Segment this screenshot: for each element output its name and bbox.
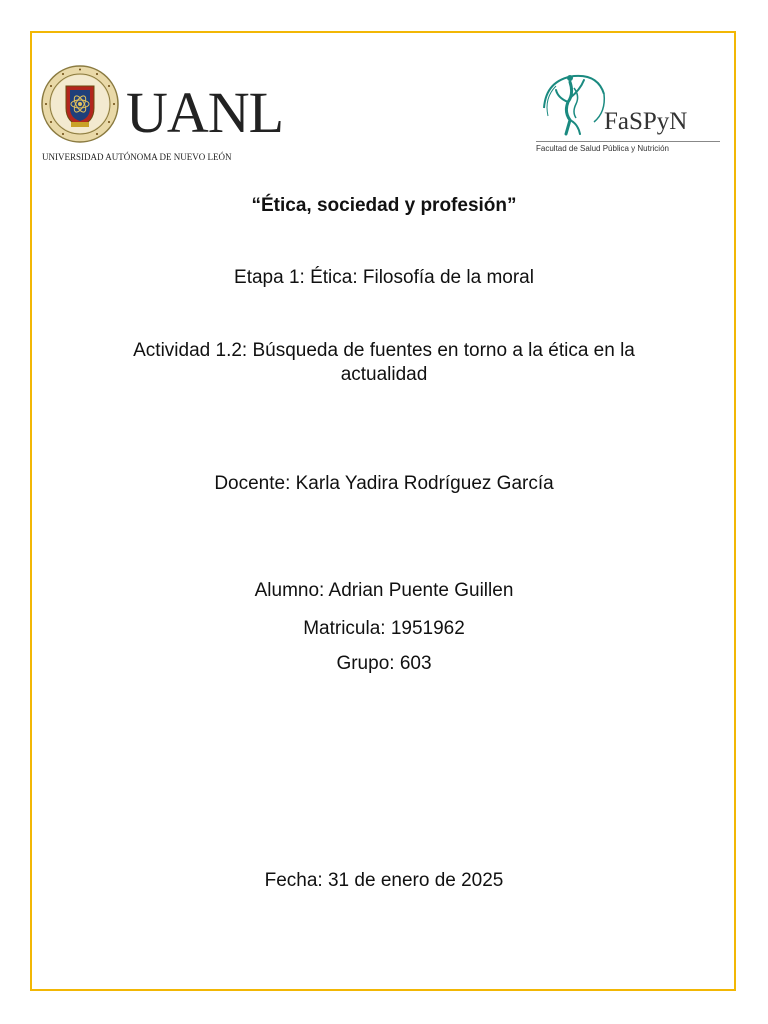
document-title: “Ética, sociedad y profesión” [251,195,517,216]
activity-heading: Actividad 1.2: Búsqueda de fuentes en torno a la ética en la actualidad [133,340,635,385]
uanl-logo [40,64,284,164]
teacher-name: Docente: Karla Yadira Rodríguez García [214,473,554,494]
group-number: Grupo: 603 [336,653,432,674]
faspyn-logo [530,66,725,162]
uanl-seal-icon [40,64,120,144]
uanl-subline: UNIVERSIDAD AUTÓNOMA DE NUEVO LEÓN [42,152,232,162]
faspyn-divider [536,141,720,142]
page-border-frame [30,31,736,991]
enrollment-number: Matricula: 1951962 [303,618,465,639]
stage-heading: Etapa 1: Ética: Filosofía de la moral [234,267,534,288]
faspyn-figure-icon [534,68,610,142]
submission-date: Fecha: 31 de enero de 2025 [264,870,504,891]
uanl-wordmark: UANL [126,80,284,145]
faspyn-tagline: Facultad de Salud Pública y Nutrición [536,144,669,153]
faspyn-name: FaSPyN [604,108,688,135]
student-name: Alumno: Adrian Puente Guillen [254,580,514,601]
